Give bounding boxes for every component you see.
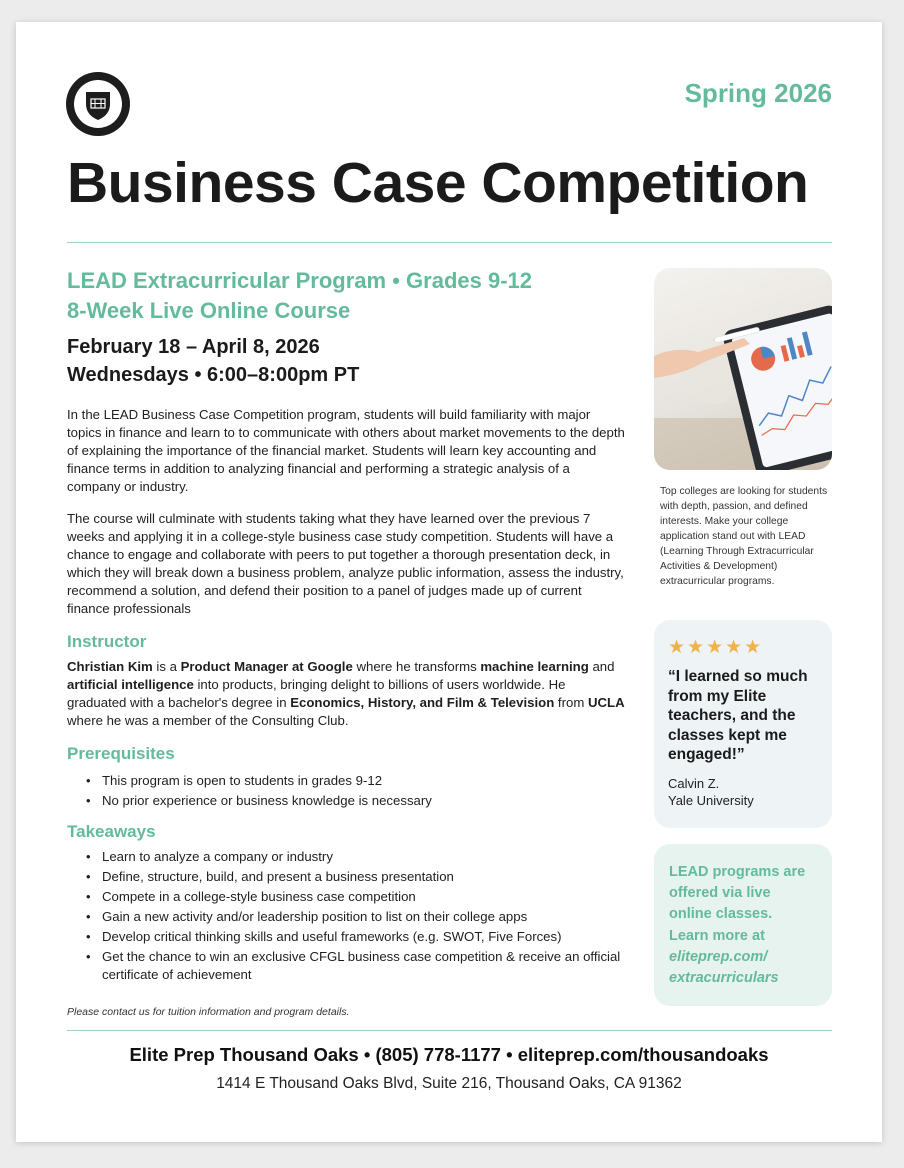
list-item: • Develop critical thinking skills and useful frameworks (e.g. SWOT, Five Forces) <box>102 928 632 946</box>
testimonial-card <box>654 620 832 828</box>
header-divider <box>67 242 832 243</box>
list-item: • Compete in a college-style business case competition <box>102 888 632 906</box>
list-item: • This program is open to students in grades 9-12 <box>102 772 632 790</box>
star-rating: ★★★★★ <box>668 637 764 658</box>
promo-link[interactable]: eliteprep.com/ extracurriculars <box>669 949 779 986</box>
shield-crest-icon <box>66 72 130 136</box>
description-paragraph-2: The course will culminate with students taking what they have learned over the previous 7 weeks and applying it in a college-style business case study competition. Students will have a chance to engage and collaborate with peers to put together a thorough presentation deck, in which they will break down a business problem, analyze public information, assess the industry, recommend a solution, and defend their position to a panel of judges made up of current finance professionals <box>67 511 624 616</box>
footer-address: 1414 E Thousand Oaks Blvd, Suite 216, Thousand Oaks, CA 91362 <box>216 1075 682 1092</box>
page-title: Business Case Competition <box>67 151 809 215</box>
program-line: LEAD Extracurricular Program • Grades 9-12 <box>67 268 532 293</box>
promo-card <box>654 844 832 1006</box>
promo-text: LEAD programs are offered via live online classes. <box>669 864 806 922</box>
testimonial-author <box>668 775 818 809</box>
season-label: Spring 2026 <box>684 78 832 108</box>
instructor-heading: Instructor <box>67 632 147 651</box>
takeaways-list <box>102 848 632 986</box>
footer-divider <box>67 1030 832 1031</box>
promo-learn-more: Learn more at <box>669 928 765 944</box>
course-format: 8-Week Live Online Course <box>67 298 351 323</box>
tablet-chart-photo <box>654 268 832 470</box>
prerequisites-list <box>102 772 632 812</box>
prerequisites-heading: Prerequisites <box>67 744 175 763</box>
list-item: • Learn to analyze a company or industry <box>102 848 632 866</box>
course-schedule: Wednesdays • 6:00–8:00pm PT <box>67 364 360 386</box>
takeaways-heading: Takeaways <box>67 822 156 841</box>
list-item: • Gain a new activity and/or leadership position to list on their college apps <box>102 908 632 926</box>
list-item: • Define, structure, build, and present a business presentation <box>102 868 632 886</box>
author-school: Yale University <box>668 792 754 808</box>
instructor-bio: Christian Kim is a Product Manager at Google where he transforms machine learning and artificial intelligence into products, bringing delight to billions of users worldwide. He graduated with a bachelor's degree in Economics, History, and Film & Television from UCLA where he was a member of the Consulting Club. <box>67 659 625 728</box>
footer-contact: Elite Prep Thousand Oaks • (805) 778-1177 • eliteprep.com/thousandoaks <box>129 1044 769 1065</box>
list-item: • No prior experience or business knowledge is necessary <box>102 792 632 810</box>
instructor-name: Christian Kim <box>67 659 153 674</box>
testimonial-quote: “I learned so much from my Elite teachers, and the classes kept me engaged!” <box>668 668 808 763</box>
contact-note: Please contact us for tuition information and program details. <box>67 1006 350 1018</box>
description-paragraph-1: In the LEAD Business Case Competition program, students will build familiarity with major topics in finance and learn to to communicate with others about market movements to the depth of explaining the importance of the financial market. Students will learn key accounting and finance terms in addition to analyzing financial and performing a strategic analysis of a company or industry. <box>67 407 625 494</box>
list-item: • Get the chance to win an exclusive CFGL business case competition & receive an official certificate of achievement <box>102 948 632 984</box>
flyer-page <box>16 22 882 1142</box>
author-name: Calvin Z. <box>668 775 720 791</box>
sidebar-caption: Top colleges are looking for students with depth, passion, and defined interests. Make your college application stand out with LEAD (Learning Through Extracurricular Activities & Development) extracurricular programs. <box>660 486 828 587</box>
course-dates: February 18 – April 8, 2026 <box>67 336 320 358</box>
